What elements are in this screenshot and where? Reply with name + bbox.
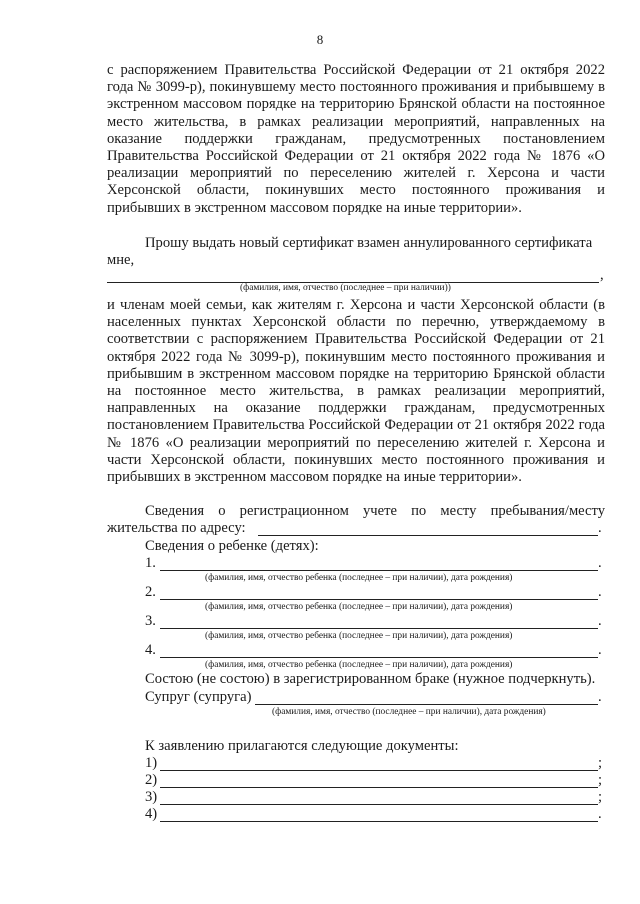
spouse-caption: (фамилия, имя, отчество (последнее – при наличии), дата рождения) xyxy=(272,707,546,717)
document-number-2: 2) xyxy=(145,772,158,788)
child-number-4: 4. xyxy=(145,642,156,658)
spouse-end: . xyxy=(598,689,602,705)
child-number-3: 3. xyxy=(145,613,156,629)
document-line-4[interactable] xyxy=(160,821,598,822)
paragraph-continuation: с распоряжением Правительства Российской Федерации от 21 октября 2022 года № 3099-р), покинувшему место постоянного проживания и прибывшему в экстренном массовом порядке на территорию Брянской области на постоянное место жительства, в рамках реализации мероприятий, направленных на оказание поддержки гражданам, предусмотренных постановлением Правительства Российской Федерации от 21 октября 2022 года № 1876 «О реализации мероприятий по переселению жителей г. Херсона и части Херсонской области, покинувших место постоянного проживания и прибывших в экстренном массовом порядке на иные территории». xyxy=(107,62,605,216)
registration-address-line[interactable] xyxy=(258,535,598,536)
child-line-1[interactable] xyxy=(160,570,598,571)
document-number-1: 1) xyxy=(145,755,158,771)
document-number-3: 3) xyxy=(145,789,158,805)
document-line-1[interactable] xyxy=(160,770,598,771)
spouse-label: Супруг (супруга) xyxy=(145,689,252,705)
child-number-2: 2. xyxy=(145,584,156,600)
document-end-3: ; xyxy=(598,789,603,805)
child-line-2[interactable] xyxy=(160,599,598,600)
registration-text: Сведения о регистрационном учете по месту пребывания/месту xyxy=(145,503,605,519)
child-caption-2: (фамилия, имя, отчество ребенка (последнее – при наличии), дата рождения) xyxy=(205,602,513,612)
child-caption-4: (фамилия, имя, отчество ребенка (последнее – при наличии), дата рождения) xyxy=(205,660,513,670)
child-caption-3: (фамилия, имя, отчество ребенка (последнее – при наличии), дата рождения) xyxy=(205,631,513,641)
registration-label: жительства по адресу: xyxy=(107,520,246,536)
child-line-4[interactable] xyxy=(160,657,598,658)
marriage-status: Состою (не состою) в зарегистрированном браке (нужное подчеркнуть). xyxy=(145,671,596,687)
document-end-2: ; xyxy=(598,772,603,788)
documents-heading: К заявлению прилагаются следующие документы: xyxy=(145,738,459,754)
child-end-1: . xyxy=(598,555,602,571)
applicant-name-line-end: , xyxy=(600,267,604,283)
request-text-mne: мне, xyxy=(107,252,135,268)
document-line-2[interactable] xyxy=(160,787,598,788)
document-line-3[interactable] xyxy=(160,804,598,805)
request-text: Прошу выдать новый сертификат взамен аннулированного сертификата xyxy=(145,235,593,251)
child-caption-1: (фамилия, имя, отчество ребенка (последнее – при наличии), дата рождения) xyxy=(205,573,513,583)
child-number-1: 1. xyxy=(145,555,156,571)
document-number-4: 4) xyxy=(145,806,158,822)
registration-end: . xyxy=(598,520,602,536)
child-end-4: . xyxy=(598,642,602,658)
document-end-4: . xyxy=(598,806,602,822)
page-number: 8 xyxy=(316,32,324,47)
child-end-2: . xyxy=(598,584,602,600)
child-end-3: . xyxy=(598,613,602,629)
family-paragraph: и членам моей семьи, как жителям г. Херсона и части Херсонской области (в населенных пунктах Херсонской области по перечню, утверждаемому в соответствии с распоряжением Правительства Российской Федерации от 21 октября 2022 года № 3099-р), покинувшим место постоянного проживания и прибывшим в экстренном массовом порядке на территорию Брянской области на постоянное место жительства, в рамках реализации мероприятий, направленных на оказание поддержки гражданам, предусмотренных постановлением Правительства Российской Федерации от 21 октября 2022 года № 1876 «О реализации мероприятий по переселению жителей г. Херсона и части Херсонской области, покинувших место постоянного проживания и прибывших в экстренном массовом порядке на иные территории». xyxy=(107,297,605,486)
applicant-name-caption: (фамилия, имя, отчество (последнее – при наличии)) xyxy=(240,283,451,293)
child-line-3[interactable] xyxy=(160,628,598,629)
children-heading: Сведения о ребенке (детях): xyxy=(145,538,319,554)
document-end-1: ; xyxy=(598,755,603,771)
spouse-line[interactable] xyxy=(255,704,598,705)
